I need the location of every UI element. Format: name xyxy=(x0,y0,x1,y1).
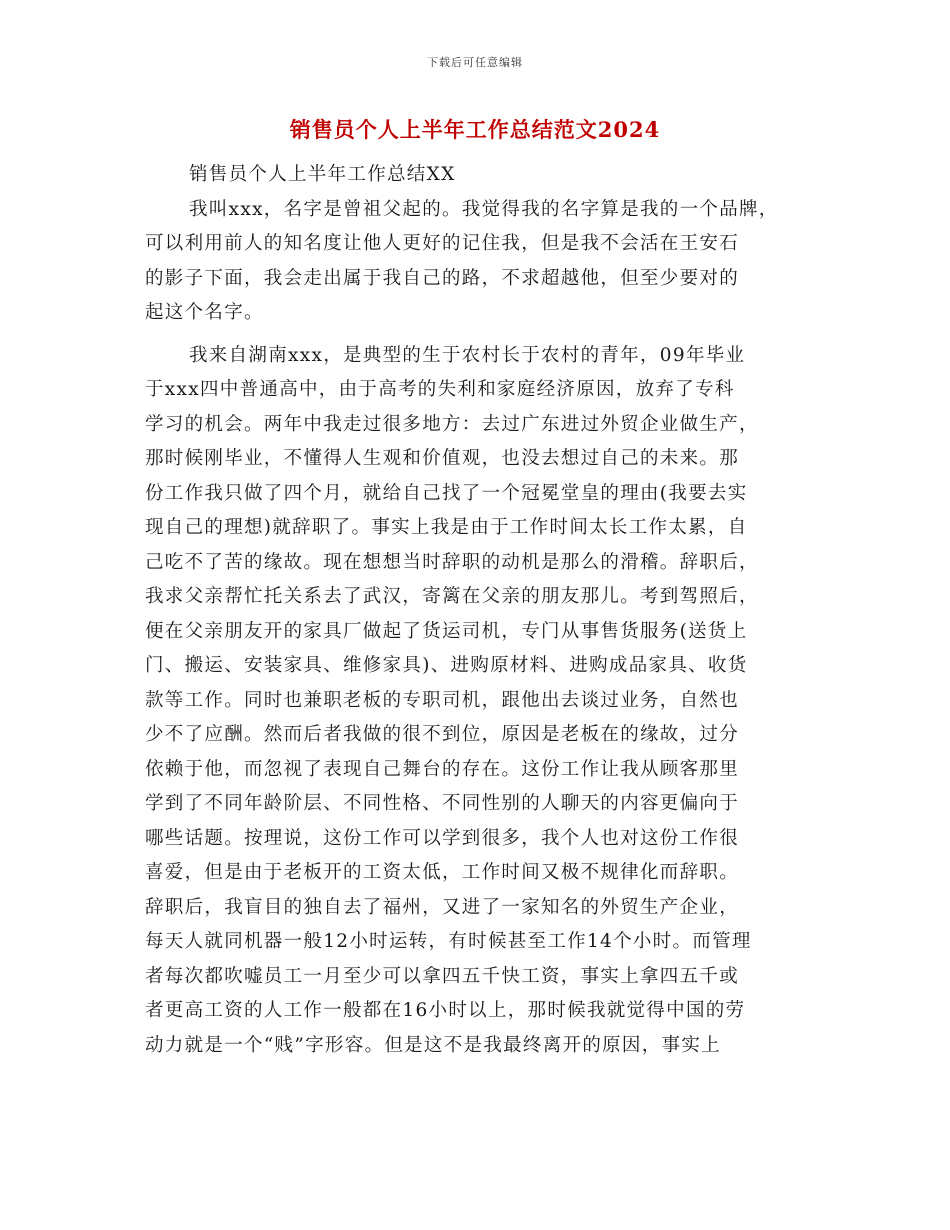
body-line: 每天人就同机器一般12小时运转，有时候甚至工作14个小时。而管理 xyxy=(145,931,752,952)
body-line: 我叫xxx，名字是曾祖父起的。我觉得我的名字算是我的一个品牌， xyxy=(189,198,779,220)
body-line: 门、搬运、安装家具、维修家具)、进购原材料、进购成品家具、收货 xyxy=(145,655,748,676)
document-body xyxy=(145,158,815,1063)
body-line: 款等工作。同时也兼职老板的专职司机，跟他出去谈过业务，自然也 xyxy=(145,689,740,711)
body-line: 可以利用前人的知名度让他人更好的记住我，但是我不会活在王安石 xyxy=(145,233,740,254)
paragraph-gap xyxy=(145,331,815,339)
body-line: 的影子下面，我会走出属于我自己的路，不求超越他，但至少要对的 xyxy=(145,267,740,289)
body-line: 喜爱，但是由于老板开的工资太低，工作时间又极不规律化而辞职。 xyxy=(145,862,740,883)
body-line: 动力就是一个“贱”字形容。但是这不是我最终离开的原因，事实上 xyxy=(145,1034,721,1056)
body-line: 者更高工资的人工作一般都在16小时以上，那时候我就觉得中国的劳 xyxy=(145,1000,746,1021)
body-line: 份工作我只做了四个月，就给自己找了一个冠冕堂皇的理由(我要去实 xyxy=(145,482,748,504)
body-line: 销售员个人上半年工作总结XX xyxy=(189,164,456,185)
body-line: 哪些话题。按理说，这份工作可以学到很多，我个人也对这份工作很 xyxy=(145,827,740,849)
body-line: 我来自湖南xxx，是典型的生于农村长于农村的青年，09年毕业 xyxy=(189,344,746,366)
body-line: 学习的机会。两年中我走过很多地方：去过广东进过外贸企业做生产， xyxy=(145,413,759,435)
body-line: 者每次都吹嘘员工一月至少可以拿四五千快工资，事实上拿四五千或 xyxy=(145,965,740,987)
body-line: 少不了应酬。然而后者我做的很不到位，原因是老板在的缘故，过分 xyxy=(145,724,740,745)
body-line: 我求父亲帮忙托关系去了武汉，寄篱在父亲的朋友那儿。考到驾照后， xyxy=(145,586,759,607)
body-line: 于xxx四中普通高中，由于高考的失利和家庭经济原因，放弃了专科 xyxy=(145,379,735,400)
body-line: 现自己的理想)就辞职了。事实上我是由于工作时间太长工作太累，自 xyxy=(145,517,748,538)
body-line: 便在父亲朋友开的家具厂做起了货运司机，专门从事售货服务(送货上 xyxy=(145,620,748,642)
body-line: 起这个名字。 xyxy=(145,302,264,323)
body-line: 依赖于他，而忽视了表现自己舞台的存在。这份工作让我从顾客那里 xyxy=(145,758,740,780)
body-line: 学到了不同年龄阶层、不同性格、不同性别的人聊天的内容更偏向于 xyxy=(145,793,740,814)
document-title: 销售员个人上半年工作总结范文2024 xyxy=(289,117,661,142)
body-line: 那时候刚毕业，不懂得人生观和价值观，也没去想过自己的未来。那 xyxy=(145,448,740,469)
header-note: 下载后可任意编辑 xyxy=(427,56,523,69)
body-line: 己吃不了苦的缘故。现在想想当时辞职的动机是那么的滑稽。辞职后， xyxy=(145,551,759,573)
body-line: 辞职后，我盲目的独自去了福州，又进了一家知名的外贸生产企业， xyxy=(145,896,740,918)
